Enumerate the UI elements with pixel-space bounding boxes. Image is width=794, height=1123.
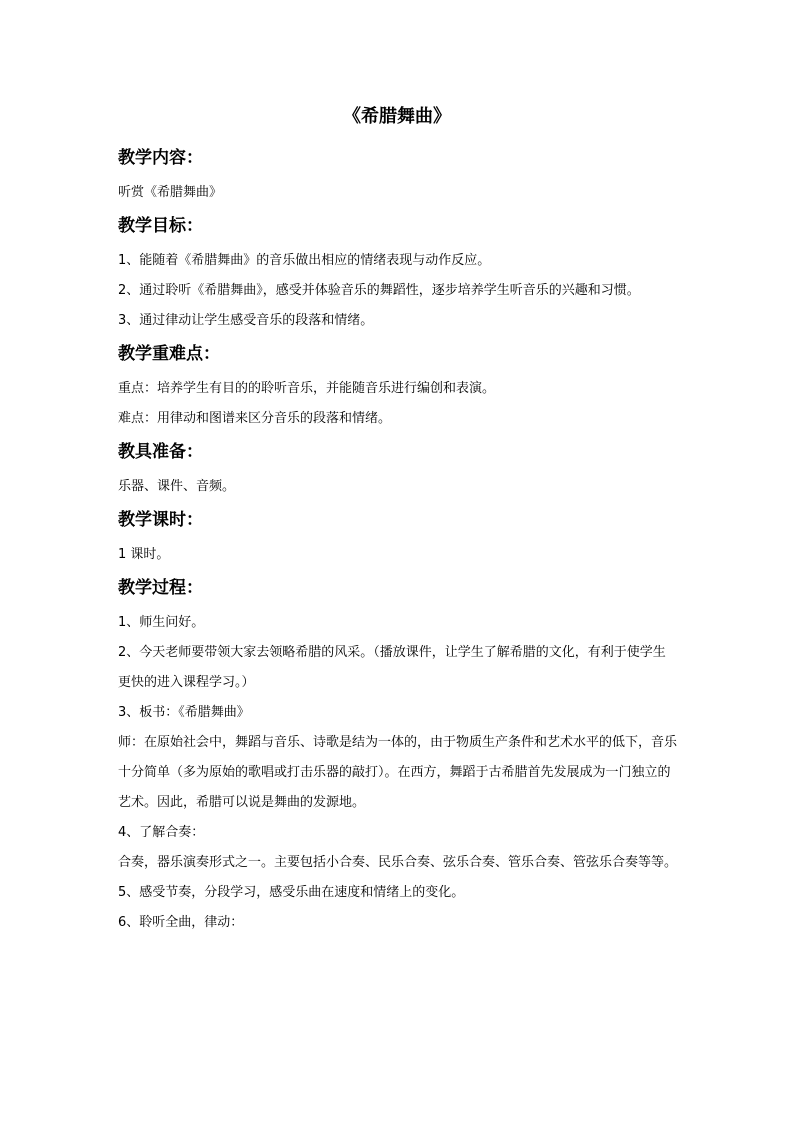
paragraph: 3、通过律动让学生感受音乐的段落和情绪。 (118, 313, 374, 328)
paragraph: 2、通过聆听《希腊舞曲》，感受并体验音乐的舞蹈性，逐步培养学生听音乐的兴趣和习惯。 (118, 283, 640, 298)
paragraph: 2、今天老师要带领大家去领略希腊的风采。（播放课件，让学生了解希腊的文化，有利于使学生更快的进入课程学习。） (118, 645, 666, 690)
paragraph: 5、感受节奏，分段学习，感受乐曲在速度和情绪上的变化。 (118, 885, 465, 900)
section-heading-materials: 教具准备： (118, 442, 203, 462)
paragraph: 合奏，器乐演奏形式之一。主要包括小合奏、民乐合奏、弦乐合奏、管乐合奏、管弦乐合奏等等。 (118, 855, 678, 870)
paragraph: 乐器、课件、音频。 (118, 479, 236, 494)
section-heading-duration: 教学课时： (118, 510, 203, 530)
paragraph: 师：在原始社会中，舞蹈与音乐、诗歌是结为一体的，由于物质生产条件和艺术水平的低下，音乐十分简单（多为原始的歌唱或打击乐器的敲打）。在西方，舞蹈于古希腊首先发展成为一门独立的艺术。因此，希腊可以说是舞曲的发源地。 (118, 735, 678, 810)
document-body (118, 146, 678, 938)
paragraph: 4、了解合奏： (118, 825, 205, 840)
section-heading-content: 教学内容： (118, 148, 203, 168)
paragraph: 1、师生问好。 (118, 615, 205, 630)
section-heading-process: 教学过程： (118, 578, 203, 598)
document-title: 《希腊舞曲》 (343, 106, 451, 127)
section-heading-objectives: 教学目标： (118, 216, 203, 236)
paragraph: 听赏《希腊舞曲》 (118, 185, 223, 200)
paragraph: 6、聆听全曲，律动： (118, 915, 244, 930)
section-heading-key-points: 教学重难点： (118, 344, 220, 364)
paragraph: 重点：培养学生有目的的聆听音乐，并能随音乐进行编创和表演。 (118, 381, 496, 396)
paragraph: 1、能随着《希腊舞曲》的音乐做出相应的情绪表现与动作反应。 (118, 253, 491, 268)
paragraph: 难点：用律动和图谱来区分音乐的段落和情绪。 (118, 411, 392, 426)
paragraph: 1 课时。 (118, 547, 170, 562)
paragraph: 3、板书：《希腊舞曲》 (118, 705, 250, 720)
